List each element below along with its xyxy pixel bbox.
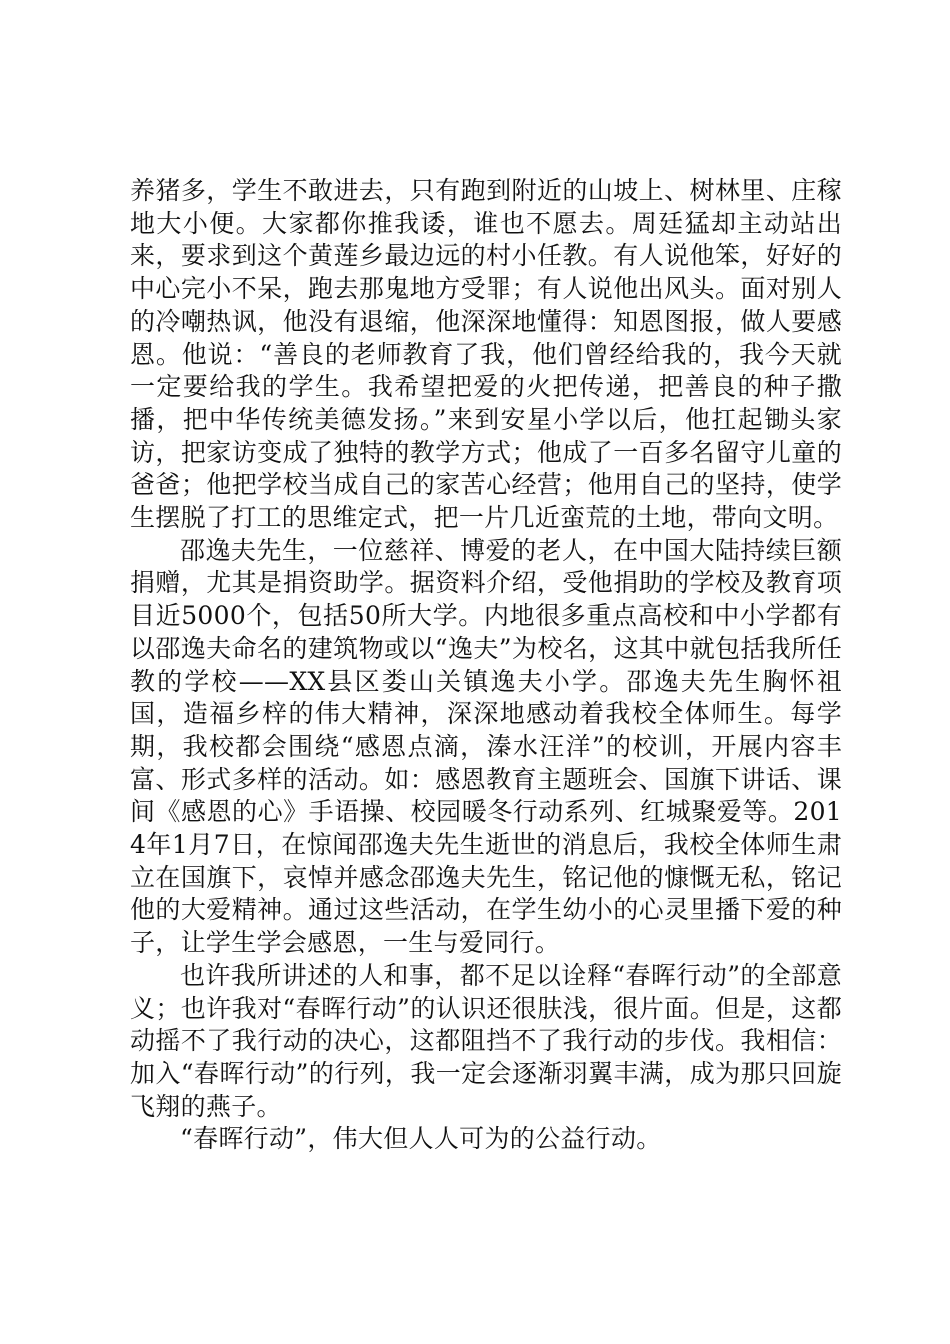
paragraph-4: “春晖行动”，伟大但人人可为的公益行动。 <box>180 1124 662 1154</box>
document-body <box>130 175 842 1156</box>
paragraph-2: 邵逸夫先生，一位慈祥、博爱的老人，在中国大陆持续巨额捐赠，尤其是捐资助学。据资料介绍，受他捐助的学校及教育项目近5000个，包括50所大学。内地很多重点高校和中小学都有以邵逸夫命名的建筑物或以“逸夫”为校名，这其中就包括我所任教的学校——XX县区娄山关镇逸夫小学。邵逸夫先生胸怀祖国，造福乡梓的伟大精神，深深地感动着我校全体师生。每学期，我校都会围绕“感恩点滴，溱水汪洋”的校训，开展内容丰富、形式多样的活动。如：感恩教育主题班会、国旗下讲话、课间《感恩的心》手语操、校园暖冬行动系列、红城聚爱等。2014年1月7日，在惊闻邵逸夫先生逝世的消息后，我校全体师生肃立在国旗下，哀悼并感念邵逸夫先生，铭记他的慷慨无私，铭记他的大爱精神。通过这些活动，在学生幼小的心灵里播下爱的种子，让学生学会感恩，一生与爱同行。 <box>130 535 842 958</box>
paragraph-3: 也许我所讲述的人和事，都不足以诠释“春晖行动”的全部意义；也许我对“春晖行动”的认识还很肤浅，很片面。但是，这都动摇不了我行动的决心，这都阻挡不了我行动的步伐。我相信：加入“春晖行动”的行列，我一定会逐渐羽翼丰满，成为那只回旋飞翔的燕子。 <box>130 960 842 1121</box>
paragraph-1: 养猪多，学生不敢进去，只有跑到附近的山坡上、树林里、庄稼地大小便。大家都你推我诿，谁也不愿去。周廷猛却主动站出来，要求到这个黄莲乡最边远的村小任教。有人说他笨，好好的中心完小不呆，跑去那鬼地方受罪；有人说他出风头。面对别人的冷嘲热讽，他没有退缩，他深深地懂得：知恩图报，做人要感恩。他说：“善良的老师教育了我，他们曾经给我的，我今天就一定要给我的学生。我希望把爱的火把传递，把善良的种子撒播，把中华传统美德发扬。”来到安星小学以后，他扛起锄头家访，把家访变成了独特的教学方式；他成了一百多名留守儿童的爸爸；他把学校当成自己的家苦心经营；他用自己的坚持，使学生摆脱了打工的思维定式，把一片几近蛮荒的土地，带向文明。 <box>130 176 842 533</box>
